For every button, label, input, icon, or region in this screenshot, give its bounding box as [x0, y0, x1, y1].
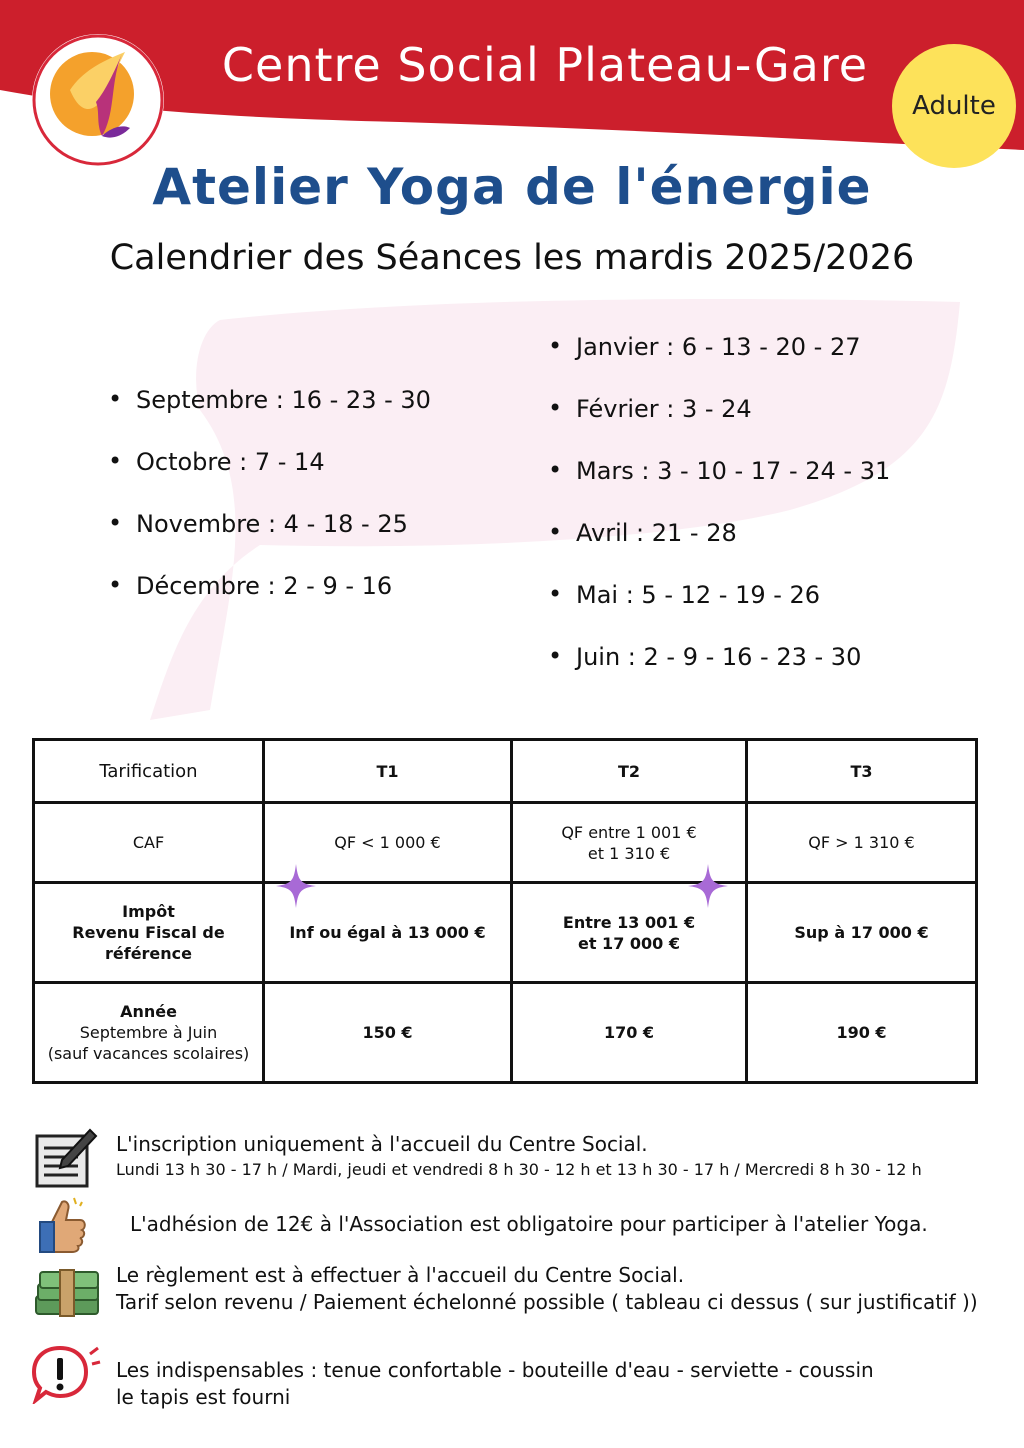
- table-header-cell: Tarification: [34, 740, 264, 803]
- table-cell: Inf ou égal à 13 000 €: [264, 883, 512, 983]
- table-cell: QF < 1 000 €: [264, 803, 512, 883]
- calendar-item: • Septembre : 16 - 23 - 30: [136, 386, 431, 414]
- table-row: [34, 740, 977, 803]
- audience-badge: Adulte: [892, 44, 1016, 168]
- cell-line: Année: [120, 1002, 177, 1021]
- cell-line: Septembre à Juin: [79, 1023, 218, 1042]
- info-reglement-line1: Le règlement est à effectuer à l'accueil du Centre Social.: [116, 1263, 685, 1287]
- calendar-item: • Mai : 5 - 12 - 19 - 26: [576, 581, 820, 609]
- cell-line: et 1 310 €: [587, 843, 671, 863]
- table-row-label: CAF: [34, 803, 264, 883]
- table-row-label: [34, 883, 264, 983]
- cell-line: (sauf vacances scolaires): [47, 1044, 250, 1063]
- calendar-item: • Janvier : 6 - 13 - 20 - 27: [576, 333, 860, 361]
- table-header-cell: T2: [512, 740, 747, 803]
- money-stack-icon: [32, 1266, 102, 1320]
- thumbs-up-icon: [34, 1196, 88, 1256]
- page-subtitle: Calendrier des Séances les mardis 2025/2026: [109, 238, 915, 278]
- calendar-item: • Février : 3 - 24: [576, 395, 752, 423]
- calendar-item: • Novembre : 4 - 18 - 25: [136, 510, 408, 538]
- table-cell: Sup à 17 000 €: [747, 883, 977, 983]
- pricing-table: [32, 738, 978, 1084]
- calendar-item: • Juin : 2 - 9 - 16 - 23 - 30: [576, 643, 861, 671]
- table-row: [34, 803, 977, 883]
- sparkle-icon: [276, 864, 316, 908]
- cell-line: QF entre 1 001 €: [561, 822, 697, 842]
- table-row: [34, 983, 977, 1083]
- calendar-item: • Octobre : 7 - 14: [136, 448, 325, 476]
- info-horaires: Lundi 13 h 30 - 17 h / Mardi, jeudi et vendredi 8 h 30 - 12 h et 13 h 30 - 17 h / Mercredi 8 h 30 - 12 h: [116, 1160, 922, 1179]
- table-row-label: [34, 983, 264, 1083]
- notepad-pencil-icon: [34, 1128, 98, 1190]
- info-adhesion: L'adhésion de 12€ à l'Association est obligatoire pour participer à l'atelier Yoga.: [130, 1212, 928, 1236]
- cell-line: référence: [104, 944, 193, 963]
- info-indispensables-line2: le tapis est fourni: [116, 1385, 291, 1409]
- table-header-cell: T3: [747, 740, 977, 803]
- table-cell: QF > 1 310 €: [747, 803, 977, 883]
- sparkle-icon: [688, 864, 728, 908]
- cell-line: et 17 000 €: [577, 933, 680, 953]
- cell-line: Revenu Fiscal de: [72, 923, 225, 942]
- table-cell: 190 €: [747, 983, 977, 1083]
- calendar-item: • Mars : 3 - 10 - 17 - 24 - 31: [576, 457, 890, 485]
- calendar-item: • Décembre : 2 - 9 - 16: [136, 572, 392, 600]
- cell-line: Impôt: [122, 902, 175, 921]
- info-reglement-line2: Tarif selon revenu / Paiement échelonné possible ( tableau ci dessus ( sur justificatif )): [116, 1290, 978, 1314]
- logo: [30, 32, 166, 168]
- table-cell: 150 €: [264, 983, 512, 1083]
- table-row: [34, 883, 977, 983]
- table-cell: 170 €: [512, 983, 747, 1083]
- exclamation-bubble-icon: [32, 1344, 102, 1404]
- info-inscription: L'inscription uniquement à l'accueil du Centre Social.: [116, 1132, 648, 1156]
- calendar-item: • Avril : 21 - 28: [576, 519, 737, 547]
- table-header-cell: T1: [264, 740, 512, 803]
- info-indispensables-line1: Les indispensables : tenue confortable - bouteille d'eau - serviette - coussin: [116, 1358, 874, 1382]
- page-title: Atelier Yoga de l'énergie: [152, 158, 872, 216]
- cell-line: Entre 13 001 €: [562, 912, 696, 932]
- org-name: Centre Social Plateau-Gare: [221, 38, 869, 92]
